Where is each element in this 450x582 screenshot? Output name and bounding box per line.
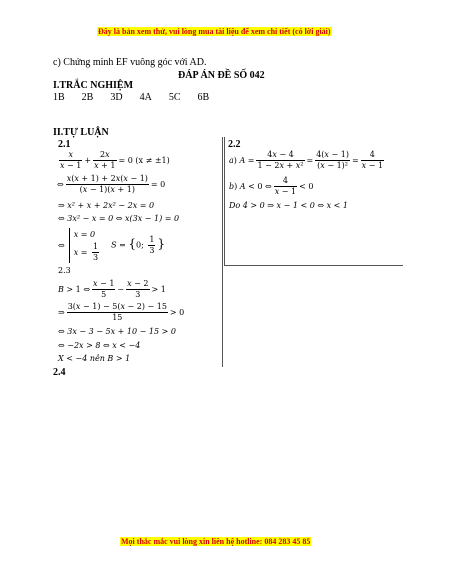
eq-2-1-line-1: $\frac{x}{x - 1}$ + $\frac{2x}{x + 1}$ = 0 (x ≠ ±1) bbox=[60, 150, 170, 170]
eq-2-3-line-5: X < −4 nên B > 1 bbox=[58, 354, 131, 363]
eq-2-1-line-2: ⇔ $\frac{x(x + 1) + 2x(x - 1)}{(x - 1)(x + 1)}$ = 0 bbox=[57, 174, 166, 194]
section-essay-title: II.TỰ LUẬN bbox=[53, 127, 109, 138]
eq-2-2-line-2: b) A < 0 ⇔ $\frac{4}{x - 1}$ < 0 bbox=[229, 176, 314, 196]
eq-2-2-line-3: Do 4 > 0 ⇒ x − 1 < 0 ⇔ x < 1 bbox=[229, 201, 348, 210]
part-2-3-label: 2.3 bbox=[58, 266, 71, 275]
eq-2-1-line-4: ⇔ 3x² − x = 0 ⇔ x(3x − 1) = 0 bbox=[58, 214, 180, 223]
eq-2-3-line-3: ⇔ 3x − 3 − 5x + 10 − 15 > 0 bbox=[58, 327, 176, 336]
answer-6: 6B bbox=[197, 92, 210, 103]
answer-5: 5C bbox=[168, 92, 181, 103]
part-2-4-label: 2.4 bbox=[53, 367, 66, 378]
eq-2-3-line-2: ⇒ $\frac{3(x - 1) - 5(x - 2) - 15}{15}$ > 0 bbox=[58, 302, 185, 322]
eq-2-1-condition: = 0 (x ≠ ±1) bbox=[118, 156, 170, 165]
part-2-1-label: 2.1 bbox=[58, 139, 71, 150]
answer-4: 4A bbox=[139, 92, 152, 103]
answer-title: ĐÁP ÁN ĐỀ SỐ 042 bbox=[178, 70, 265, 81]
answer-2: 2B bbox=[81, 92, 94, 103]
footer-banner: Mọi thắc mắc vui lòng xin liên hệ hotline: 084 283 45 85 bbox=[121, 537, 311, 546]
question-c: c) Chứng minh EF vuông góc với AD. bbox=[53, 57, 207, 68]
answer-1: 1B bbox=[53, 92, 65, 103]
eq-2-2-line-1: a) A = $\frac{4x - 4}{\text{1 − 2x + x²}}$ = $\frac{4(x - 1)}{\text{(x − 1)²}}$ = $\frac{4}{x - 1}$ bbox=[229, 150, 384, 170]
header-banner: Đây là bản xem thử, vui lòng mua tài liệu để xem chi tiết (có lời giải) bbox=[98, 27, 331, 36]
answer-3: 3D bbox=[110, 92, 123, 103]
part-2-2-label: 2.2 bbox=[228, 139, 241, 150]
section-multiple-choice-title: I.TRẮC NGHIỆM bbox=[53, 80, 134, 91]
eq-2-1-line-3: ⇒ x² + x + 2x² − 2x = 0 bbox=[58, 201, 155, 210]
eq-2-3-line-4: ⇔ −2x > 8 ⇔ x < −4 bbox=[58, 341, 141, 350]
eq-2-1-cases: ⇔ x = 0 x = $\frac{1}{3}$ S = {0; $\frac{1}{3}$ } bbox=[58, 230, 166, 262]
eq-2-1-case-1: x = 0 bbox=[73, 230, 96, 239]
answers-row bbox=[53, 92, 226, 103]
eq-2-3-line-1: B > 1 ⇔ $\frac{x - 1}{5}$ − $\frac{x - 2}{3}$ > 1 bbox=[58, 279, 166, 299]
